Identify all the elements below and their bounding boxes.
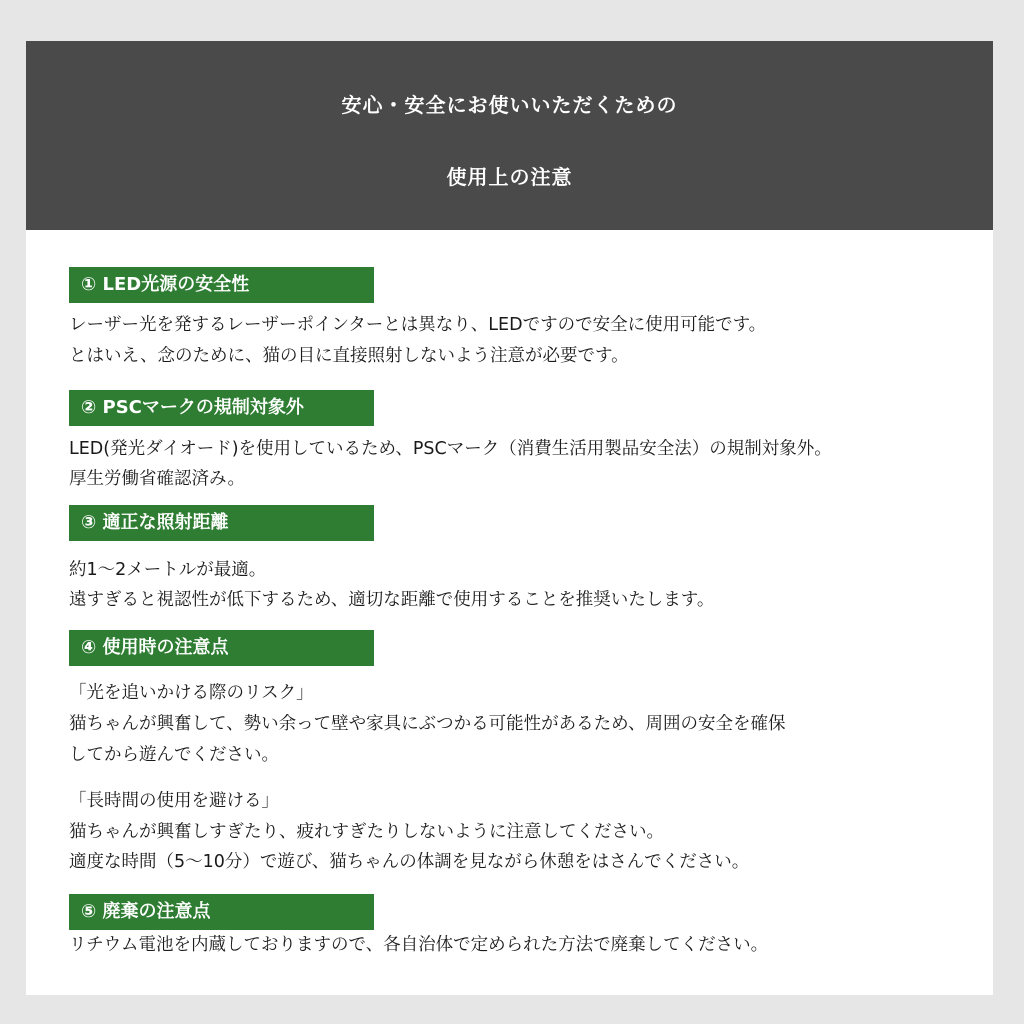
notice-card	[26, 41, 993, 995]
section-title-led-safety: ① LED光源の安全性	[69, 267, 374, 303]
section-text: 適度な時間（5〜10分）で遊び、猫ちゃんの体調を見ながら休憩をはさんでください。	[69, 852, 750, 872]
section-text: 遠すぎると視認性が低下するため、適切な距離で使用することを推奨いたします。	[69, 590, 715, 610]
section-subheading: 「長時間の使用を避ける」	[69, 791, 279, 811]
section-text: 猫ちゃんが興奮しすぎたり、疲れすぎたりしないように注意してください。	[69, 822, 664, 842]
section-text: 猫ちゃんが興奮して、勢い余って壁や家具にぶつかる可能性があるため、周囲の安全を確保	[69, 714, 786, 734]
section-text: 約1〜2メートルが最適。	[69, 560, 267, 580]
section-text: リチウム電池を内蔵しておりますので、各自治体で定められた方法で廃棄してください。	[69, 935, 769, 955]
section-title-usage-notes: ④ 使用時の注意点	[69, 630, 374, 666]
section-text: とはいえ、念のために、猫の目に直接照射しないよう注意が必要です。	[69, 346, 629, 366]
section-subheading: 「光を追いかける際のリスク」	[69, 683, 314, 703]
page-title-line-2: 使用上の注意	[446, 165, 573, 189]
section-title-distance: ③ 適正な照射距離	[69, 505, 374, 541]
page-title-line-1: 安心・安全にお使いいただくための	[341, 93, 678, 117]
section-title-psc-mark: ② PSCマークの規制対象外	[69, 390, 374, 426]
section-text: LED(発光ダイオード)を使用しているため、PSCマーク（消費生活用製品安全法）の規制対象外。	[69, 439, 832, 459]
section-text: 厚生労働省確認済み。	[69, 469, 246, 489]
section-text: レーザー光を発するレーザーポインターとは異なり、LEDですので安全に使用可能です。	[69, 315, 767, 335]
section-title-disposal: ⑤ 廃棄の注意点	[69, 894, 374, 930]
page-header	[26, 41, 993, 230]
section-text: してから遊んでください。	[69, 745, 279, 765]
